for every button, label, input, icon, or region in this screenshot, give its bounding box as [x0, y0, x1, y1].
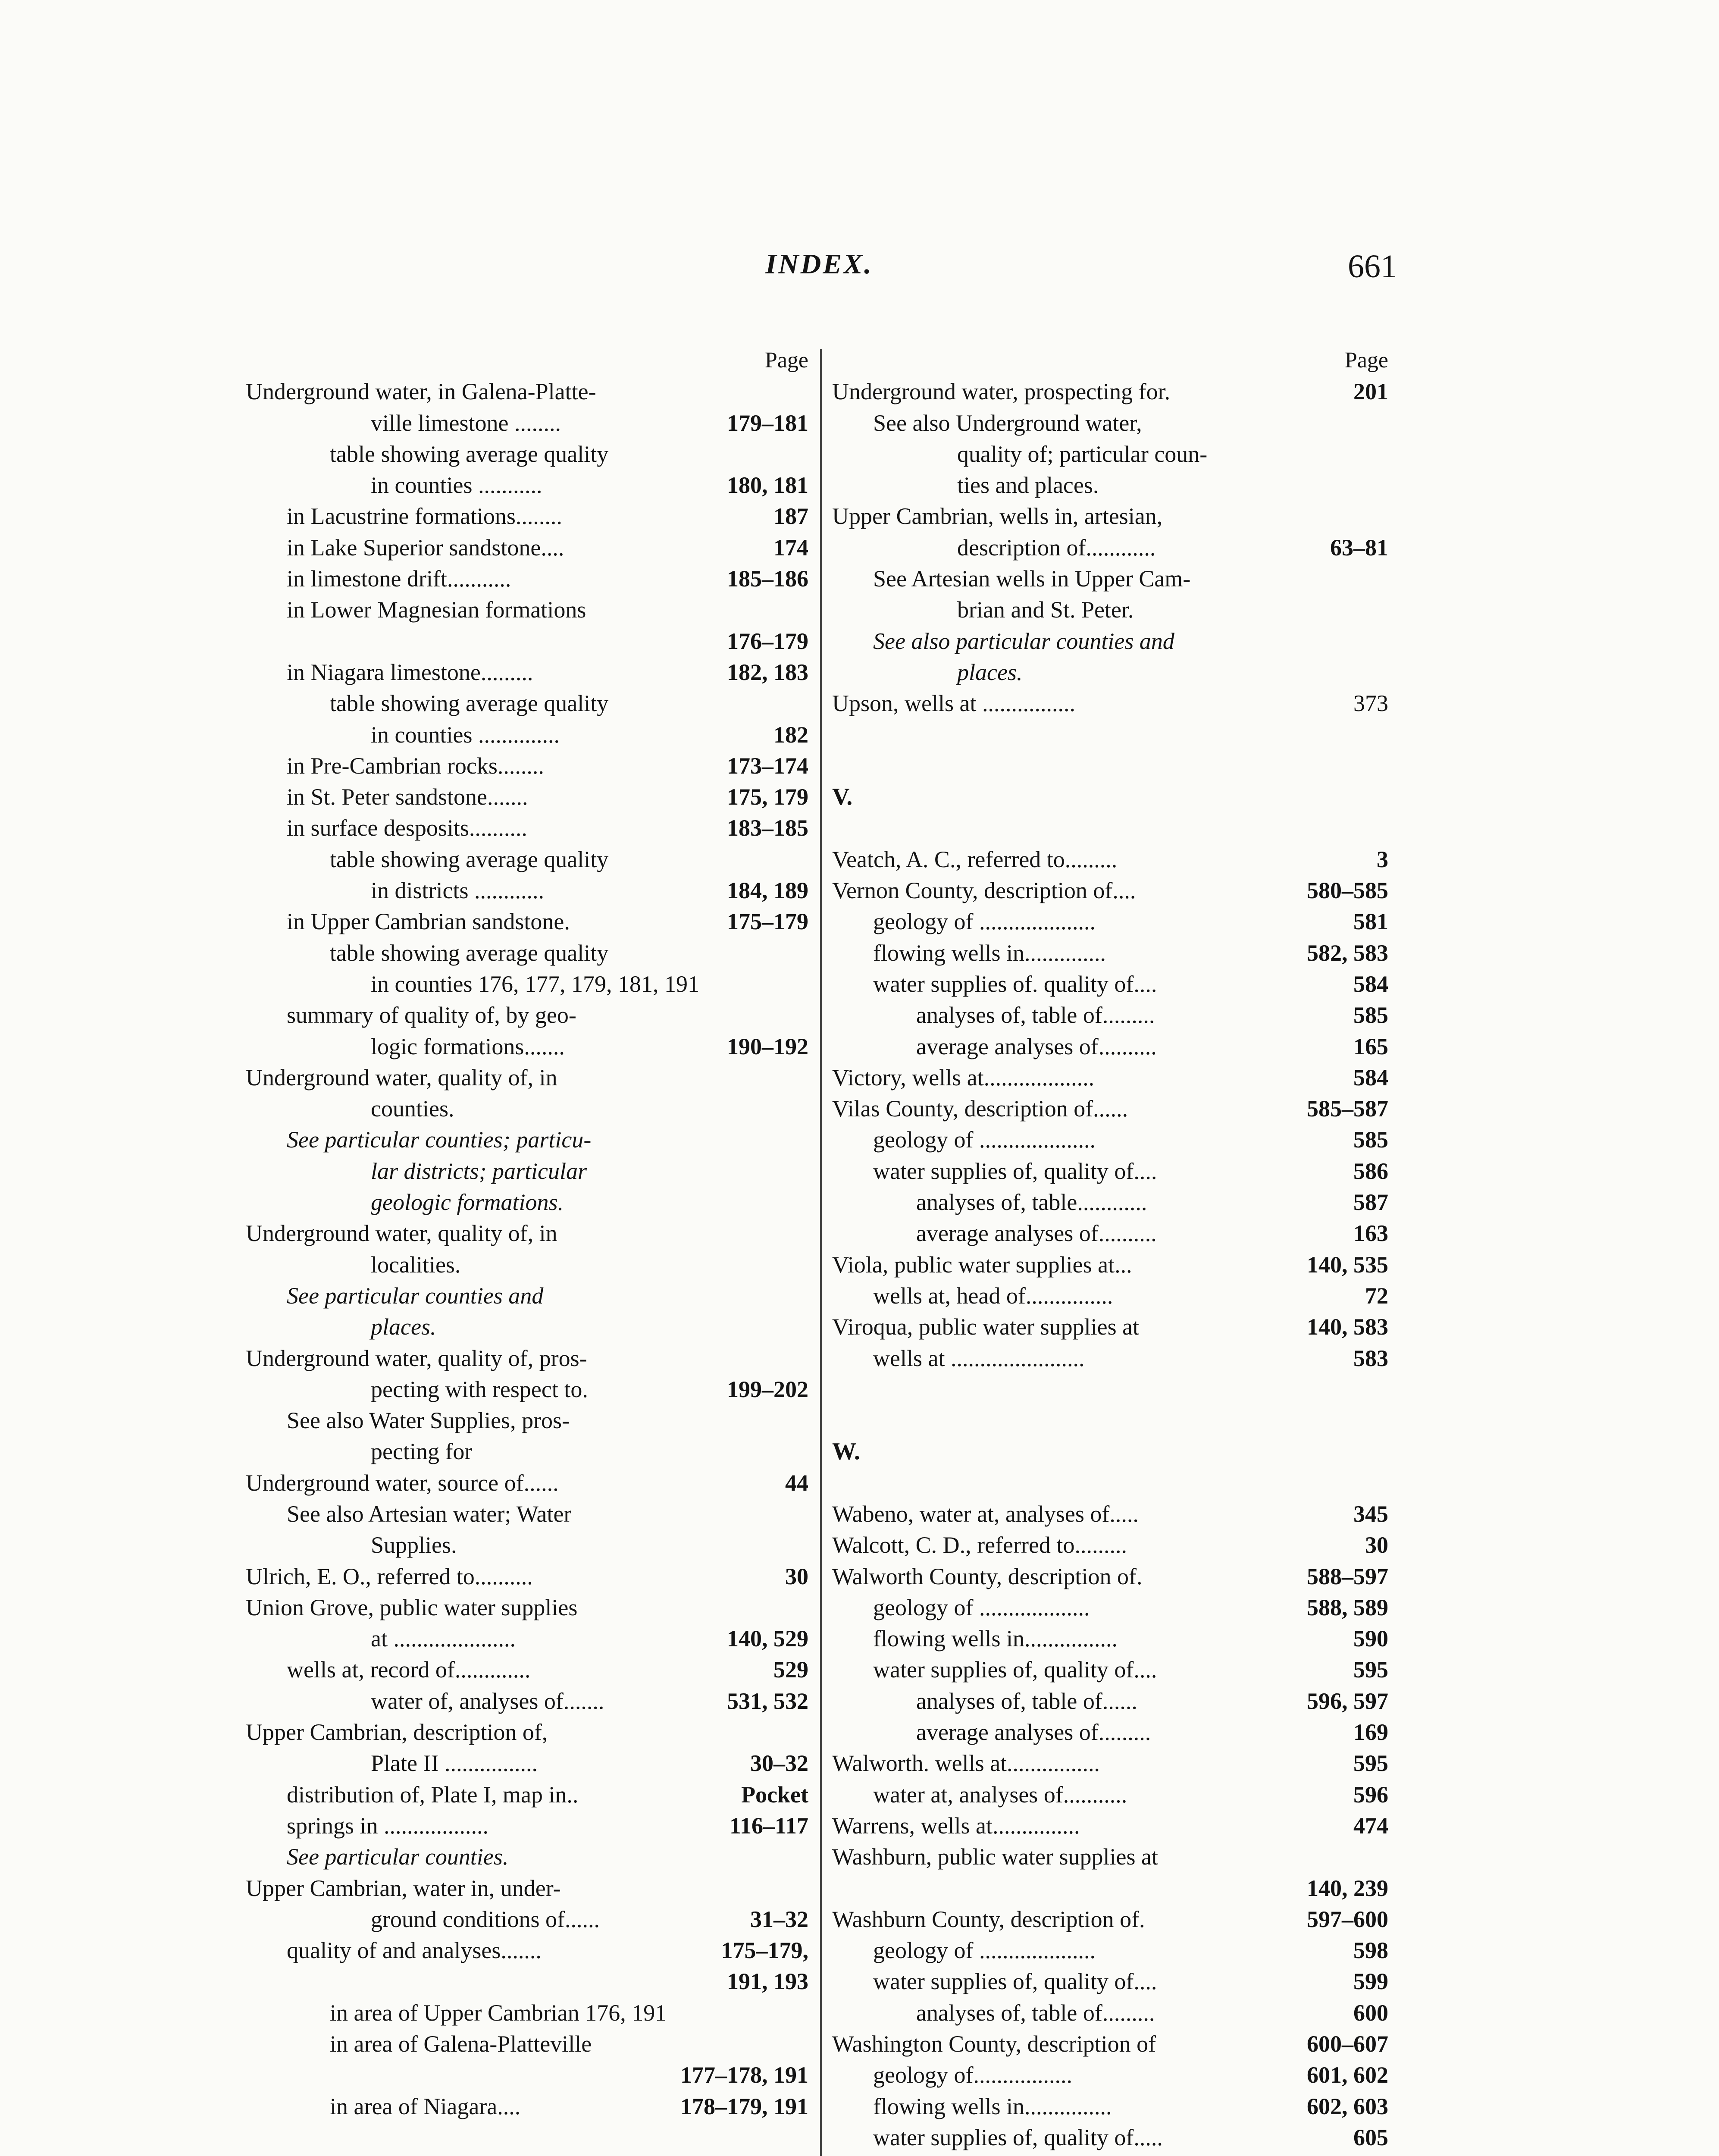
page-ref: 580–585: [1307, 877, 1388, 904]
entry-text: logic formations.......: [371, 1033, 565, 1059]
index-entry: [832, 2059, 1388, 2090]
entry-text: places.: [371, 1314, 436, 1340]
index-entry: [832, 1748, 1388, 1779]
index-entry: [246, 1997, 808, 2028]
entry-text: See also Water Supplies, pros-: [287, 1407, 570, 1434]
index-entry: [832, 439, 1388, 470]
page-ref: 174: [773, 534, 808, 561]
index-entry: [246, 1280, 808, 1311]
page-ref: 187: [773, 503, 808, 530]
index-entry: [832, 688, 1388, 719]
entry-text: wells at, head of...............: [873, 1282, 1113, 1309]
entry-text: distribution of, Plate I, map in..: [287, 1781, 579, 1808]
index-entry: [832, 1280, 1388, 1311]
index-entry: [832, 1249, 1388, 1280]
page-ref: 182, 183: [727, 659, 808, 685]
page-ref: 584: [1353, 971, 1388, 997]
index-entry: [832, 1529, 1388, 1561]
entry-text: average analyses of.........: [916, 1719, 1151, 1745]
entry-text: geologic formations.: [371, 1189, 564, 1216]
index-entry: [832, 1062, 1388, 1093]
index-entry: [832, 1561, 1388, 1592]
page-ref: 585: [1353, 1127, 1388, 1153]
page-ref: 140, 239: [1307, 1875, 1388, 1901]
index-entry: [246, 1904, 808, 1935]
page-ref: 177–178, 191: [680, 2062, 808, 2088]
entry-text: water at, analyses of...........: [873, 1781, 1127, 1808]
entry-text: table showing average quality: [330, 846, 609, 872]
page-ref: 373: [1353, 690, 1388, 717]
index-entry: [832, 1156, 1388, 1187]
page-ref: 345: [1353, 1501, 1388, 1527]
entry-text: table showing average quality: [330, 940, 609, 966]
index-entry: [832, 1686, 1388, 1717]
entry-text: geology of ....................: [873, 1127, 1096, 1153]
entry-text: in counties ...........: [371, 472, 542, 498]
page-ref: 3: [1377, 846, 1388, 872]
entry-text: in Pre-Cambrian rocks........: [287, 752, 544, 779]
index-entry: [832, 1218, 1388, 1249]
entry-text: counties.: [371, 1096, 454, 1122]
index-entry: [832, 937, 1388, 968]
entry-text: in area of Upper Cambrian 176, 191: [330, 1999, 667, 2026]
entry-text: analyses of, table of.........: [916, 1002, 1155, 1028]
index-entry: [832, 1779, 1388, 1810]
index-entry: [246, 1966, 808, 1997]
index-entry: [832, 1592, 1388, 1623]
index-entry: [832, 812, 1388, 843]
page-ref: 175, 179: [727, 784, 808, 810]
index-entry: [246, 1717, 808, 1748]
entry-text: at .....................: [371, 1626, 516, 1652]
page-ref: [1307, 2153, 1388, 2156]
index-entry: [246, 1031, 808, 1062]
index-entry: [246, 1249, 808, 1280]
entry-text: Ulrich, E. O., referred to..........: [246, 1563, 533, 1589]
entry-text: See Artesian wells in Upper Cam-: [873, 566, 1191, 592]
page-ref: 605: [1353, 2124, 1388, 2150]
entry-text: springs in ..................: [287, 1812, 489, 1839]
index-entry: [246, 906, 808, 937]
page-header: [0, 248, 1719, 287]
entry-text: Underground water, quality of, in: [246, 1220, 557, 1247]
index-entry: [832, 1031, 1388, 1062]
entry-text: in area of Galena-Platteville: [330, 2031, 592, 2057]
entry-text: Union Grove, public water supplies: [246, 1594, 578, 1620]
index-entry: [832, 532, 1388, 563]
index-entry: [246, 1623, 808, 1654]
page-ref: 63–81: [1330, 534, 1388, 561]
entry-text: in counties 176, 177, 179, 181, 191: [371, 971, 699, 997]
page-ref: 600–607: [1307, 2031, 1388, 2057]
index-entry: [246, 1561, 808, 1592]
page-ref: 529: [773, 1657, 808, 1683]
index-entry: [246, 1467, 808, 1498]
index-entry: [246, 875, 808, 906]
index-entry: [246, 812, 808, 843]
page-ref: 176–179: [727, 628, 808, 654]
entry-text: ground conditions of......: [371, 1906, 600, 1932]
entry-text: Underground water, quality of, in: [246, 1064, 557, 1091]
index-entry: [246, 1374, 808, 1405]
index-entry: [246, 1343, 808, 1374]
index-entry: [246, 1405, 808, 1436]
entry-text: in Lacustrine formations........: [287, 503, 562, 530]
page-ref: 140, 583: [1307, 1314, 1388, 1340]
page-ref: 30: [1365, 1532, 1388, 1558]
page-ref: 588–597: [1307, 1563, 1388, 1589]
index-entry: [246, 844, 808, 875]
index-entry: [246, 1156, 808, 1187]
page-ref: 140, 535: [1307, 1251, 1388, 1278]
index-entry: [832, 501, 1388, 532]
index-entry: [246, 1187, 808, 1218]
entry-text: Upper Cambrian, wells in, artesian,: [832, 503, 1163, 530]
index-entry: [832, 1405, 1388, 1436]
index-entry: [246, 688, 808, 719]
index-entry: [246, 1841, 808, 1872]
column-divider: [820, 349, 822, 2156]
index-entry: [832, 2091, 1388, 2122]
entry-text: Underground water, quality of, pros-: [246, 1345, 587, 1371]
entry-text: See particular counties.: [287, 1844, 509, 1870]
index-entry: [246, 1935, 808, 1966]
entry-text: analyses of, table of......: [916, 1688, 1137, 1714]
index-entry: [832, 1810, 1388, 1841]
entry-text: Veatch, A. C., referred to.........: [832, 846, 1118, 872]
entry-text: pecting for: [371, 1438, 473, 1465]
entry-text: in area of Niagara....: [330, 2093, 521, 2119]
entry-text: localities.: [371, 1251, 461, 1278]
index-entry: [832, 2153, 1388, 2156]
entry-text: in Lower Magnesian formations: [287, 597, 586, 623]
page-ref: 595: [1353, 1750, 1388, 1777]
entry-text: analyses of, table of.........: [916, 1999, 1155, 2026]
index-entry: [832, 563, 1388, 594]
entry-text: Plate II ................: [371, 1750, 538, 1777]
entry-text: Walcott, C. D., referred to.........: [832, 1532, 1127, 1558]
entry-text: quality of; particular coun-: [957, 441, 1208, 467]
page-ref: 179–181: [727, 410, 808, 436]
index-entry: [246, 1218, 808, 1249]
index-entry: [246, 532, 808, 563]
index-entry: [832, 1498, 1388, 1529]
page-ref: 178–179, 191: [680, 2093, 808, 2119]
index-entry: [832, 1717, 1388, 1748]
index-entry: [832, 1187, 1388, 1218]
section-letter: [832, 1436, 1388, 1467]
page-ref: 163: [1353, 1220, 1388, 1247]
index-entry: [246, 1779, 808, 1810]
index-entry: [832, 750, 1388, 781]
index-entry: [246, 968, 808, 1000]
index-entry: [246, 1873, 808, 1904]
section-letter: [832, 781, 1388, 812]
entry-text: in Upper Cambrian sandstone.: [287, 909, 570, 935]
entry-text: in St. Peter sandstone.......: [287, 784, 528, 810]
index-entry: [832, 1841, 1388, 1872]
index-entry: [832, 376, 1388, 407]
page-ref: Page: [764, 348, 808, 373]
page-ref: 191, 193: [727, 1968, 808, 1995]
entry-text: Underground water, source of......: [246, 1470, 559, 1496]
index-entry: [246, 1810, 808, 1841]
entry-text: in surface desposits..........: [287, 815, 527, 841]
index-entry: [832, 719, 1388, 750]
index-entry: [246, 1093, 808, 1124]
index-entry: [832, 657, 1388, 688]
index-entry: [832, 1904, 1388, 1935]
entry-text: water supplies of. quality of....: [873, 971, 1157, 997]
index-entry: [246, 2028, 808, 2059]
entry-text: water of, analyses of.......: [371, 1688, 604, 1714]
index-entry: [246, 1654, 808, 1685]
page-ref: 531, 532: [727, 1688, 808, 1714]
page-ref: 587: [1353, 1189, 1388, 1216]
page-ref: 182: [773, 721, 808, 748]
entry-text: water supplies of, quality of....: [873, 1968, 1157, 1995]
index-entry: [832, 1873, 1388, 1904]
entry-text: Vilas County, description of......: [832, 1096, 1128, 1122]
index-entry: [246, 1592, 808, 1623]
entry-text: in counties ..............: [371, 721, 560, 748]
page-ref: 31–32: [750, 1906, 808, 1932]
entry-text: in Niagara limestone.........: [287, 659, 533, 685]
entry-text: water supplies of, quality of....: [873, 1657, 1157, 1683]
page-ref: 602, 603: [1307, 2093, 1388, 2119]
page-ref: 585–587: [1307, 1096, 1388, 1122]
entry-text: flowing wells in..............: [873, 940, 1106, 966]
entry-text: flowing wells in...............: [873, 2093, 1112, 2119]
page-ref: 180, 181: [727, 472, 808, 498]
index-entry: [246, 1748, 808, 1779]
entry-text: pecting with respect to.: [371, 1376, 588, 1402]
entry-text: water supplies of, quality of....: [873, 1158, 1157, 1184]
index-entry: [246, 1498, 808, 1529]
page-ref: 596, 597: [1307, 1688, 1388, 1714]
index-entry: [832, 407, 1388, 439]
index-entry: [832, 1654, 1388, 1685]
page-ref: 44: [785, 1470, 808, 1496]
entry-text: in Lake Superior sandstone....: [287, 534, 564, 561]
index-entry: [832, 875, 1388, 906]
page-ref: 116–117: [729, 1812, 808, 1839]
index-entry: [832, 1935, 1388, 1966]
page-ref: 30: [785, 1563, 808, 1589]
page-ref: 598: [1353, 1937, 1388, 1964]
entry-text: Washburn County, description of.: [832, 1906, 1145, 1932]
index-entry: [246, 376, 808, 407]
page-ref: 600: [1353, 1999, 1388, 2026]
page-ref: 190–192: [727, 1033, 808, 1059]
entry-text: Viola, public water supplies at...: [832, 1251, 1132, 1278]
index-entry: [832, 626, 1388, 657]
entry-text: Viroqua, public water supplies at: [832, 1314, 1140, 1340]
index-entry: [832, 1093, 1388, 1124]
page-ref: 173–174: [727, 752, 808, 779]
index-entry: [246, 501, 808, 532]
entry-text: average analyses of..........: [916, 1033, 1157, 1059]
index-entry: [832, 1311, 1388, 1342]
entry-text: See also particular counties and: [873, 628, 1174, 654]
index-entry: [832, 1623, 1388, 1654]
index-entry: [832, 2122, 1388, 2153]
index-entry: [246, 594, 808, 625]
entry-text: table showing average quality: [330, 690, 609, 717]
page-ref: 581: [1353, 909, 1388, 935]
entry-text: ville limestone ........: [371, 410, 561, 436]
page-ref: 601, 602: [1307, 2062, 1388, 2088]
entry-text: brian and St. Peter.: [957, 597, 1134, 623]
index-entry: [832, 1997, 1388, 2028]
page-ref: 596: [1353, 1781, 1388, 1808]
page-ref: 588, 589: [1307, 1594, 1388, 1620]
page-ref: 184, 189: [727, 877, 808, 904]
index-entry: [246, 2091, 808, 2122]
entry-text: Upper Cambrian, water in, under-: [246, 1875, 561, 1901]
page-ref: 199–202: [727, 1376, 808, 1402]
index-entry: [246, 626, 808, 657]
page-ref: 597–600: [1307, 1906, 1388, 1932]
entry-text: average analyses of..........: [916, 1220, 1157, 1247]
index-entry: [832, 906, 1388, 937]
entry-text: W.: [832, 1438, 860, 1465]
index-entry: [246, 719, 808, 750]
entry-text: See particular counties and: [287, 1282, 544, 1309]
entry-text: Upper Cambrian, description of,: [246, 1719, 548, 1745]
page-ref: 474: [1353, 1812, 1388, 1839]
index-entry: [832, 1343, 1388, 1374]
index-entry: [246, 1529, 808, 1561]
index-entry: [246, 439, 808, 470]
page-ref: 585: [1353, 1002, 1388, 1028]
entry-text: flowing wells in................: [873, 1626, 1118, 1652]
entry-text: Washburn, public water supplies at: [832, 1844, 1158, 1870]
index-entry: [246, 1124, 808, 1155]
index-entry: [832, 2028, 1388, 2059]
page-ref: 582, 583: [1307, 940, 1388, 966]
index-entry: [246, 657, 808, 688]
entry-text: [916, 2153, 1137, 2156]
entry-text: See also Underground water,: [873, 410, 1142, 436]
entry-text: See also Artesian water; Water: [287, 1501, 572, 1527]
entry-text: table showing average quality: [330, 441, 609, 467]
entry-text: Washington County, description of: [832, 2031, 1156, 2057]
entry-text: description of............: [957, 534, 1156, 561]
index-entry: [832, 1467, 1388, 1498]
entry-text: Vernon County, description of....: [832, 877, 1136, 904]
page-ref: Page: [1344, 348, 1388, 373]
page-ref: 30–32: [750, 1750, 808, 1777]
entry-text: analyses of, table............: [916, 1189, 1147, 1216]
page-ref: 165: [1353, 1033, 1388, 1059]
entry-text: Underground water, in Galena-Platte-: [246, 379, 596, 405]
index-entry: [246, 750, 808, 781]
index-entry: [832, 1374, 1388, 1405]
index-entry: [246, 563, 808, 594]
page-ref: 584: [1353, 1064, 1388, 1091]
entry-text: ties and places.: [957, 472, 1099, 498]
page-ref: Pocket: [741, 1781, 808, 1808]
entry-text: in limestone drift...........: [287, 566, 511, 592]
page-ref: 185–186: [727, 566, 808, 592]
entry-text: Walworth. wells at................: [832, 1750, 1100, 1777]
index-entry: [246, 781, 808, 812]
entry-text: wells at .......................: [873, 1345, 1085, 1371]
entry-text: Walworth County, description of.: [832, 1563, 1143, 1589]
index-column-right: [832, 345, 1388, 2156]
page-ref: 169: [1353, 1719, 1388, 1745]
index-entry: [246, 937, 808, 968]
index-entry: [246, 407, 808, 439]
entry-text: Upson, wells at ................: [832, 690, 1075, 717]
entry-text: quality of and analyses.......: [287, 1937, 542, 1964]
page-ref: 183–185: [727, 815, 808, 841]
page-number: 661: [1348, 248, 1397, 285]
page-ref: 595: [1353, 1657, 1388, 1683]
index-entry: [246, 2059, 808, 2090]
entry-text: geology of ....................: [873, 1937, 1096, 1964]
page-ref: 586: [1353, 1158, 1388, 1184]
entry-text: lar districts; particular: [371, 1158, 587, 1184]
page-ref: 72: [1365, 1282, 1388, 1309]
page-ref: 140, 529: [727, 1626, 808, 1652]
entry-text: water supplies of, quality of.....: [873, 2124, 1163, 2150]
page-ref: 175–179,: [721, 1937, 808, 1964]
entry-text: V.: [832, 783, 853, 811]
entry-text: Supplies.: [371, 1532, 457, 1558]
index-entry: [832, 1000, 1388, 1031]
page-ref: 590: [1353, 1626, 1388, 1652]
entry-text: geology of.................: [873, 2062, 1072, 2088]
entry-text: in districts ............: [371, 877, 544, 904]
entry-text: wells at, record of.............: [287, 1657, 531, 1683]
running-title: INDEX.: [765, 248, 873, 280]
index-entry: [246, 1686, 808, 1717]
entry-text: summary of quality of, by geo-: [287, 1002, 576, 1028]
page-ref: 599: [1353, 1968, 1388, 1995]
index-entry: [832, 1966, 1388, 1997]
index-column-left: [246, 345, 808, 2122]
index-entry: [246, 1311, 808, 1342]
entry-text: places.: [957, 659, 1023, 685]
page-ref: 175–179: [727, 909, 808, 935]
entry-text: geology of ....................: [873, 909, 1096, 935]
index-entry: [832, 844, 1388, 875]
entry-text: Underground water, prospecting for.: [832, 379, 1171, 405]
entry-text: See particular counties; particu-: [287, 1127, 592, 1153]
page-ref: 201: [1353, 379, 1388, 405]
entry-text: Warrens, wells at...............: [832, 1812, 1080, 1839]
entry-text: Wabeno, water at, analyses of.....: [832, 1501, 1139, 1527]
index-entry: [832, 594, 1388, 625]
entry-text: geology of ...................: [873, 1594, 1090, 1620]
index-entry: [246, 1000, 808, 1031]
index-entry: [832, 345, 1388, 376]
page-ref: 583: [1353, 1345, 1388, 1371]
index-entry: [246, 1436, 808, 1467]
index-entry: [832, 968, 1388, 1000]
index-entry: [832, 1124, 1388, 1155]
index-entry: [246, 345, 808, 376]
index-entry: [246, 470, 808, 501]
index-entry: [832, 470, 1388, 501]
entry-text: Victory, wells at...................: [832, 1064, 1095, 1091]
index-entry: [246, 1062, 808, 1093]
